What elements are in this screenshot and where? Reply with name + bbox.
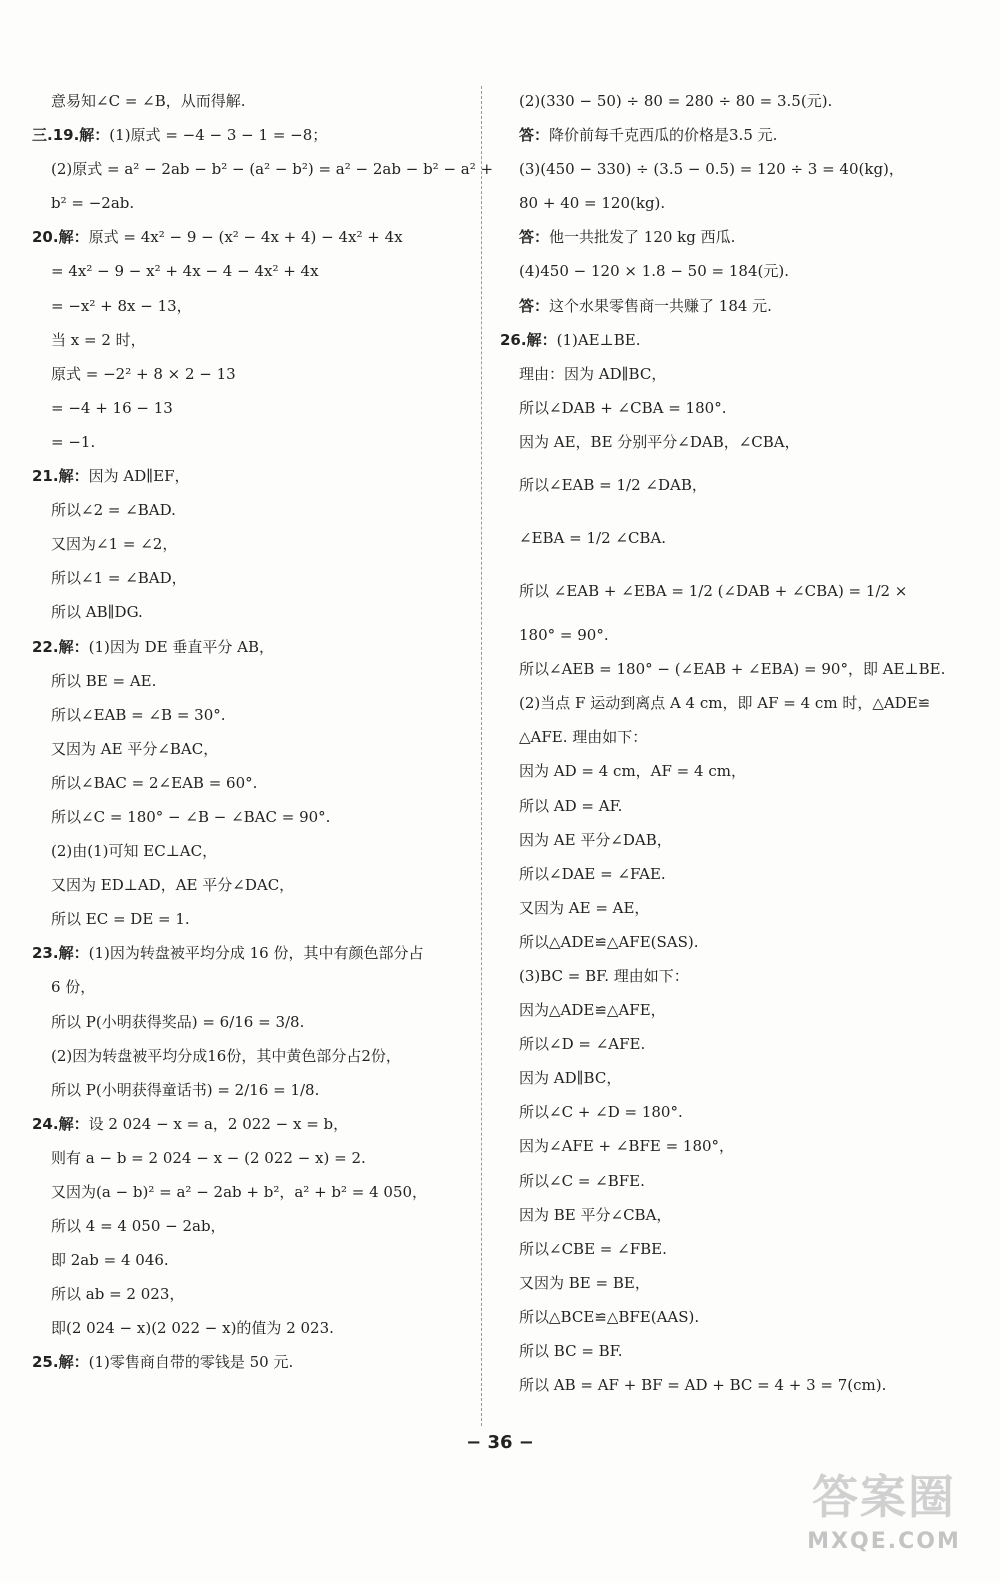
answer-line [32, 1277, 472, 1311]
answer-line [32, 970, 472, 1004]
answer-label: 解： [58, 944, 89, 963]
answer-text: 即 2ab = 4 046. [51, 1251, 169, 1270]
answer-text: 又因为∠1 = ∠2， [51, 535, 178, 554]
answer-line [32, 1175, 472, 1209]
answer-text: 所以∠DAB + ∠CBA = 180°. [519, 398, 727, 417]
answer-line [32, 425, 472, 459]
answer-line [500, 1300, 940, 1334]
answer-text: (1)因为 DE 垂直平分 AB， [88, 637, 274, 656]
answer-text: = −x² + 8x − 13， [51, 296, 192, 315]
answer-line [32, 1005, 472, 1039]
answer-text: 意易知∠C = ∠B，从而得解. [51, 92, 246, 110]
answer-line [32, 630, 472, 664]
answer-text: = −4 + 16 − 13 [51, 398, 173, 417]
answer-text: 设 2 024 − x = a，2 022 − x = b， [88, 1114, 349, 1133]
answer-label: 解： [79, 126, 110, 145]
answer-line [500, 618, 940, 652]
answer-line [500, 254, 940, 288]
answer-text: 所以∠BAC = 2∠EAB = 60°. [51, 773, 258, 792]
answer-line [500, 652, 946, 686]
answer-line [32, 1039, 472, 1073]
answer-line [500, 1027, 940, 1061]
answer-text: (1)因为转盘被平均分成 16 份，其中有颜色部分占 [88, 944, 424, 963]
answer-line [32, 1243, 472, 1277]
answer-line [32, 936, 472, 970]
answer-text: 降价前每千克西瓜的价格是3.5 元. [549, 126, 778, 145]
answer-line [32, 834, 472, 868]
answer-line [32, 1209, 472, 1243]
answer-line [500, 857, 940, 891]
answer-line [32, 1141, 472, 1175]
answer-line [32, 1073, 472, 1107]
answer-line [32, 493, 472, 527]
answer-line [32, 1311, 472, 1345]
answer-label: 答： [519, 228, 550, 247]
answer-text: 6 份， [51, 978, 96, 997]
question-number: 三.19. [32, 126, 80, 145]
answer-text: 所以 4 = 4 050 − 2ab， [51, 1217, 226, 1236]
answer-line [500, 391, 940, 425]
answer-text: 所以∠EAB = 1/2 ∠DAB， [519, 476, 707, 495]
answer-text: (1)AE⊥BE. [556, 330, 641, 349]
answer-text: 所以 BC = BF. [519, 1342, 623, 1360]
answer-line [500, 1061, 940, 1095]
answer-text: 这个水果零售商一共赚了 184 元. [549, 296, 772, 315]
answer-line [32, 391, 472, 425]
answer-text: 所以∠C + ∠D = 180°. [519, 1103, 683, 1122]
answer-label: 解： [526, 330, 557, 349]
answer-text: = 4x² − 9 − x² + 4x − 4 − 4x² + 4x [51, 262, 319, 281]
answer-text: 所以 AB∥DG. [51, 603, 143, 622]
answer-text: 180° = 90°. [519, 626, 609, 645]
answer-text: (4)450 − 120 × 1.8 − 50 = 184(元). [519, 262, 789, 281]
answer-line [32, 186, 472, 220]
answer-line [500, 186, 940, 220]
answer-line [500, 152, 940, 186]
column-divider [481, 86, 482, 1426]
answer-text: 则有 a − b = 2 024 − x − (2 022 − x) = 2. [51, 1148, 366, 1167]
answer-text: 因为∠AFE + ∠BFE = 180°， [519, 1137, 735, 1156]
answer-line [500, 925, 940, 959]
answer-line [500, 357, 940, 391]
answer-line [500, 118, 940, 152]
answer-text: 所以 ∠EAB + ∠EBA = 1/2 (∠DAB + ∠CBA) = 1/2 × [519, 582, 908, 601]
answer-line [32, 1345, 472, 1379]
answer-text: 因为 AD∥BC， [519, 1069, 622, 1088]
answer-line [500, 959, 940, 993]
answer-line [500, 891, 940, 925]
left-column [32, 84, 494, 1380]
answer-label: 解： [58, 228, 89, 247]
answer-text: 原式 = −2² + 8 × 2 − 13 [51, 364, 236, 383]
answer-line [500, 1164, 940, 1198]
answer-line [32, 766, 472, 800]
answer-line [500, 1232, 940, 1266]
answer-line [32, 595, 472, 629]
answer-text: 他一共批发了 120 kg 西瓜. [549, 228, 736, 247]
answer-text: (2)原式 = a² − 2ab − b² − (a² − b²) = a² − 2ab − b² − a² + [51, 160, 494, 179]
answer-line [500, 84, 940, 118]
answer-text: 又因为 AE = AE， [519, 898, 650, 917]
answer-text: 又因为(a − b)² = a² − 2ab + b²，a² + b² = 4 050， [51, 1183, 428, 1201]
answer-text: 所以 EC = DE = 1. [51, 910, 190, 929]
answer-text: 又因为 ED⊥AD，AE 平分∠DAC， [51, 876, 295, 895]
answer-line [32, 698, 472, 732]
answer-label: 解： [58, 1114, 89, 1133]
answer-text: 所以 BE = AE. [51, 671, 157, 690]
answer-text: 所以 P(小明获得童话书) = 2/16 = 1/8. [51, 1080, 320, 1099]
answer-line [500, 1266, 940, 1300]
answer-text: (2)当点 F 运动到离点 A 4 cm，即 AF = 4 cm 时，△ADE≌ [519, 694, 931, 713]
answer-text: 因为 AD = 4 cm，AF = 4 cm， [519, 762, 746, 781]
answer-label: 解： [58, 467, 89, 486]
answer-line [32, 732, 472, 766]
answer-text: 理由：因为 AD∥BC， [519, 364, 667, 383]
answer-text: 因为 BE 平分∠CBA， [519, 1205, 672, 1224]
answer-text: 所以 P(小明获得奖品) = 6/16 = 3/8. [51, 1012, 305, 1031]
question-number: 23. [32, 944, 59, 963]
answer-text: 当 x = 2 时， [51, 330, 146, 349]
answer-text: = −1. [51, 432, 96, 451]
answer-line [500, 323, 940, 357]
watermark-url: MXQE.COM [807, 1529, 961, 1554]
question-number: 22. [32, 637, 59, 656]
answer-line [32, 1107, 472, 1141]
answer-text: 又因为 BE = BE， [519, 1273, 650, 1292]
answer-line [32, 289, 472, 323]
answer-text: 所以∠AEB = 180° − (∠EAB + ∠EBA) = 90°，即 AE⊥BE. [519, 660, 946, 679]
answer-line [500, 565, 940, 618]
answer-line [32, 868, 472, 902]
question-number: 24. [32, 1114, 59, 1133]
answer-text: 所以∠C = 180° − ∠B − ∠BAC = 90°. [51, 807, 331, 826]
question-number: 25. [32, 1353, 59, 1372]
answer-text: 所以∠C = ∠BFE. [519, 1171, 645, 1190]
answer-text: b² = −2ab. [51, 194, 135, 213]
answer-label: 答： [519, 296, 550, 315]
answer-line [32, 118, 472, 152]
answer-line [500, 459, 940, 512]
answer-line [500, 993, 940, 1027]
answer-text: △AFE. 理由如下： [519, 728, 648, 747]
answer-line [32, 459, 472, 493]
answer-line [32, 357, 472, 391]
answer-label: 解： [58, 637, 89, 656]
right-column [500, 84, 946, 1402]
answer-line [500, 686, 940, 720]
answer-text: 所以△ADE≌△AFE(SAS). [519, 932, 699, 951]
answer-text: 所以△BCE≌△BFE(AAS). [519, 1307, 700, 1326]
answer-text: ∠EBA = 1/2 ∠CBA. [519, 529, 667, 548]
answer-line [32, 800, 472, 834]
answer-text: 所以∠D = ∠AFE. [519, 1035, 646, 1054]
question-number: 21. [32, 467, 59, 486]
answer-line [500, 720, 940, 754]
answer-text: (2)由(1)可知 EC⊥AC， [51, 842, 218, 861]
answer-line [32, 254, 472, 288]
question-number: 26. [500, 330, 527, 349]
answer-text: 所以∠1 = ∠BAD， [51, 569, 187, 588]
answer-line [500, 512, 940, 565]
answer-text: 所以 ab = 2 023， [51, 1285, 185, 1304]
answer-line [500, 425, 940, 459]
answer-line [500, 823, 940, 857]
watermark-logo [794, 1469, 974, 1559]
answer-line [500, 1198, 940, 1232]
answer-text: (1)零售商自带的零钱是 50 元. [88, 1353, 294, 1372]
answer-text: (2)因为转盘被平均分成16份，其中黄色部分占2份， [51, 1046, 401, 1065]
answer-label: 答： [519, 126, 550, 145]
answer-label: 解： [58, 1353, 89, 1372]
answer-text: 又因为 AE 平分∠BAC， [51, 739, 219, 758]
answer-line [500, 1368, 940, 1402]
answer-text: 所以∠CBE = ∠FBE. [519, 1239, 667, 1258]
answer-text: 因为 AD∥EF， [88, 467, 190, 486]
answer-line [500, 1334, 940, 1368]
answer-text: 所以∠DAE = ∠FAE. [519, 864, 666, 883]
answer-text: (3)BC = BF. 理由如下： [519, 966, 689, 985]
answer-line [500, 1129, 940, 1163]
answer-text: 因为 AE 平分∠DAB， [519, 830, 672, 849]
answer-text: 80 + 40 = 120(kg). [519, 194, 666, 213]
page-number: − 36 − [466, 1432, 534, 1453]
answer-text: 所以 AB = AF + BF = AD + BC = 4 + 3 = 7(cm). [519, 1376, 887, 1395]
answer-text: 即(2 024 − x)(2 022 − x)的值为 2 023. [51, 1319, 334, 1338]
answer-line [32, 84, 472, 118]
answer-text: 所以 AD = AF. [519, 796, 623, 815]
watermark-title: 答案圈 [812, 1470, 956, 1524]
answer-text: (3)(450 − 330) ÷ (3.5 − 0.5) = 120 ÷ 3 = 40(kg)， [519, 160, 904, 179]
answer-line [500, 754, 940, 788]
answer-line [32, 561, 472, 595]
answer-text: 原式 = 4x² − 9 − (x² − 4x + 4) − 4x² + 4x [88, 228, 403, 247]
answer-line [500, 289, 940, 323]
answer-text: 所以∠EAB = ∠B = 30°. [51, 705, 226, 724]
answer-text: 所以∠2 = ∠BAD. [51, 501, 176, 520]
answer-text: 因为△ADE≌△AFE， [519, 1001, 666, 1020]
answer-line [500, 1095, 940, 1129]
answer-text: 因为 AE，BE 分别平分∠DAB，∠CBA， [519, 432, 800, 451]
answer-line [500, 789, 940, 823]
answer-line [32, 152, 494, 186]
answer-text: (1)原式 = −4 − 3 − 1 = −8； [109, 126, 328, 145]
answer-text: (2)(330 − 50) ÷ 80 = 280 ÷ 80 = 3.5(元). [519, 92, 833, 110]
answer-line [32, 664, 472, 698]
answer-line [32, 220, 472, 254]
answer-line [32, 902, 472, 936]
answer-line [500, 220, 940, 254]
answer-line [32, 527, 472, 561]
question-number: 20. [32, 228, 59, 247]
answer-line [32, 323, 472, 357]
